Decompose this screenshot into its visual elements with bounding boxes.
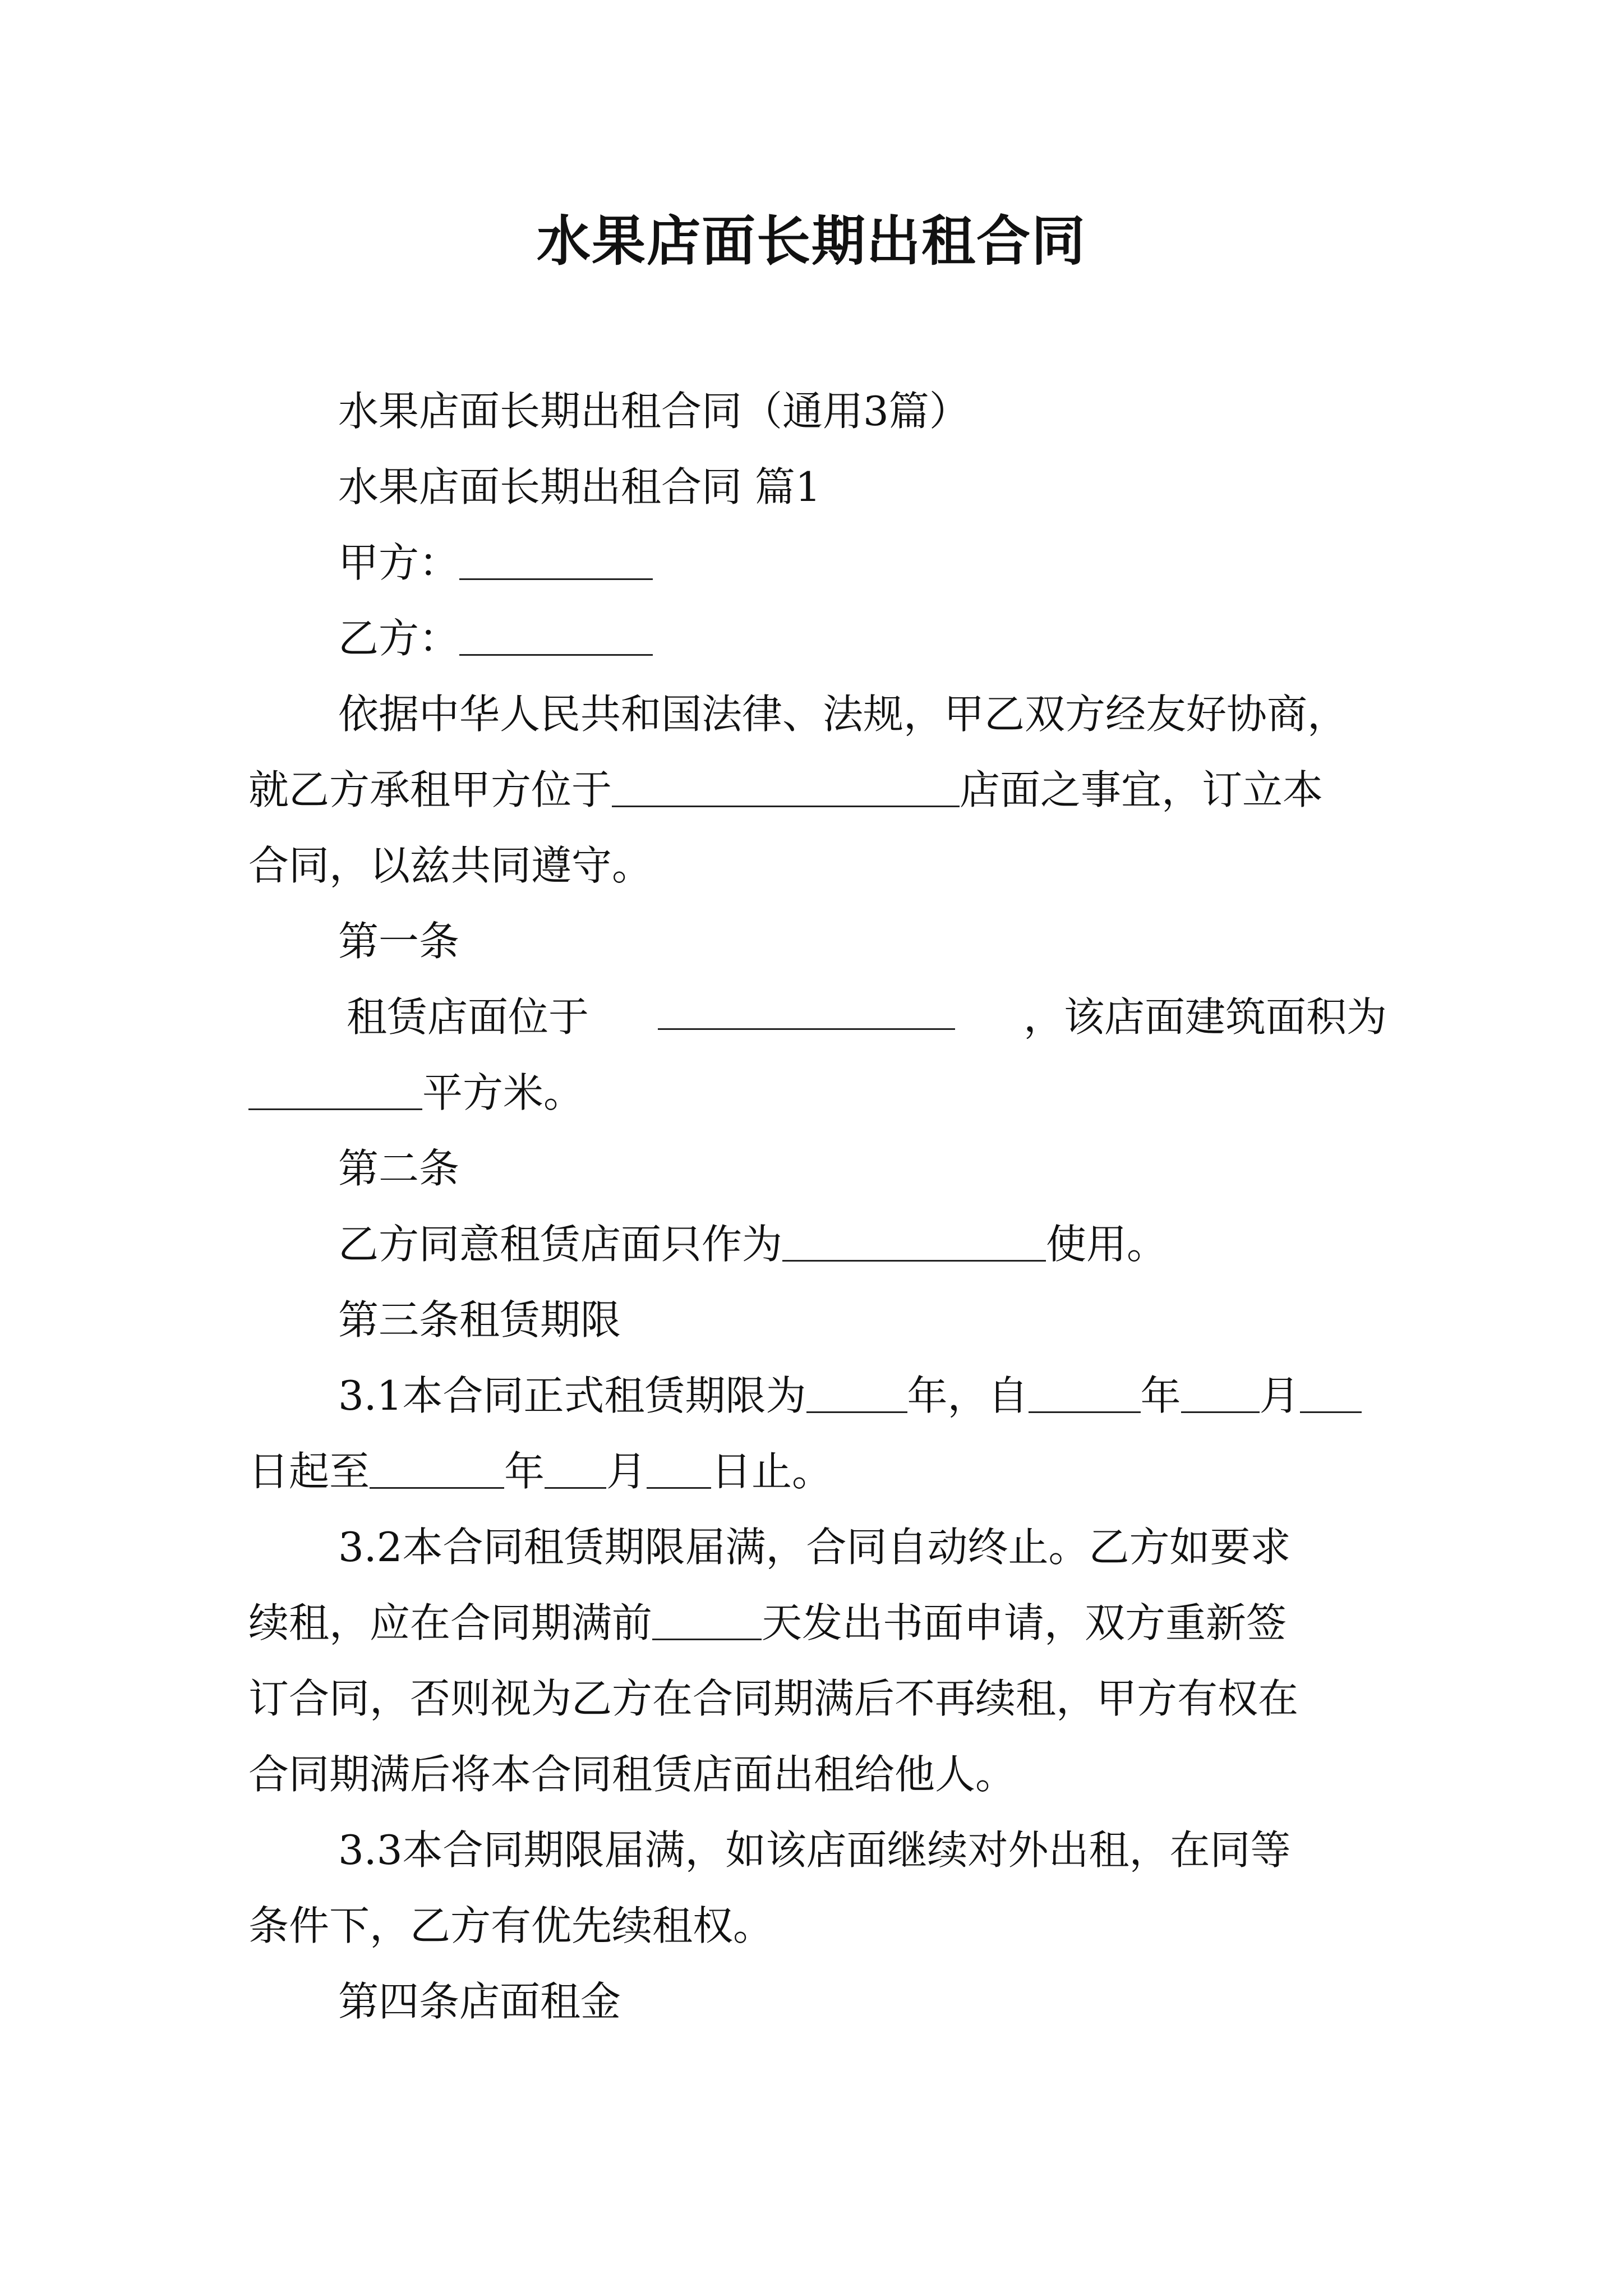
party-a-blank	[459, 539, 653, 580]
usage-blank	[782, 1221, 1046, 1262]
article-heading: 第一条	[338, 918, 460, 965]
article-heading: 第四条店面租金	[338, 1978, 621, 2025]
paragraph-line: 就乙方承租甲方位于 店面之事宜，订立本	[248, 766, 1324, 813]
paragraph-line: 续租，应在合同期满前 天发出书面申请，双方重新签	[248, 1599, 1287, 1646]
paragraph-line: 3.2本合同租赁期限届满，合同自动终止。乙方如要求	[338, 1524, 1291, 1571]
location-blank	[612, 766, 960, 807]
paragraph-line: 3.1本合同正式租赁期限为 年，自 年 月	[338, 1368, 1362, 1424]
article-heading: 第三条租赁期限	[338, 1296, 621, 1343]
paragraph-line: 条件下，乙方有优先续租权。	[248, 1902, 774, 1949]
party-a-label: 甲方：	[338, 539, 460, 586]
end-month-blank	[545, 1448, 606, 1489]
document-title: 水果店面长期出租合同	[537, 210, 1086, 273]
paragraph-line: 3.3本合同期限届满，如该店面继续对外出租，在同等	[338, 1826, 1291, 1874]
intro-line: 水果店面长期出租合同（通用3篇）	[338, 388, 970, 435]
start-year-blank	[1029, 1372, 1141, 1413]
end-day-blank	[647, 1448, 711, 1489]
start-month-blank	[1181, 1372, 1260, 1413]
paragraph-line: 乙方同意租赁店面只作为 使用。	[338, 1221, 1168, 1268]
party-b-label: 乙方：	[338, 615, 460, 662]
area-blank	[248, 1069, 422, 1110]
section-heading: 水果店面长期出租合同 篇1	[338, 463, 821, 510]
party-b-blank	[459, 615, 653, 656]
party-b-line	[338, 610, 653, 666]
paragraph-line: 订合同，否则视为乙方在合同期满后不再续租，甲方有权在	[248, 1675, 1299, 1722]
paragraph-line: 日起至 年 月 日止。	[248, 1448, 833, 1495]
paragraph-line: 租赁店面位于 ，该店面建筑面积为	[347, 989, 1387, 1045]
paragraph-line: 平方米。	[248, 1065, 584, 1121]
end-year-blank	[370, 1448, 504, 1489]
paragraph-line: 合同期满后将本合同租赁店面出租给他人。	[248, 1751, 1016, 1798]
paragraph-line: 合同，以兹共同遵守。	[248, 842, 653, 889]
start-day-blank	[1300, 1372, 1362, 1413]
party-a-line	[338, 535, 653, 591]
store-location-blank	[658, 989, 955, 1030]
article-heading: 第二条	[338, 1145, 460, 1192]
notice-days-blank	[652, 1599, 762, 1640]
term-years-blank	[806, 1372, 907, 1413]
paragraph-line: 依据中华人民共和国法律、法规，甲乙双方经友好协商，	[338, 691, 1348, 738]
